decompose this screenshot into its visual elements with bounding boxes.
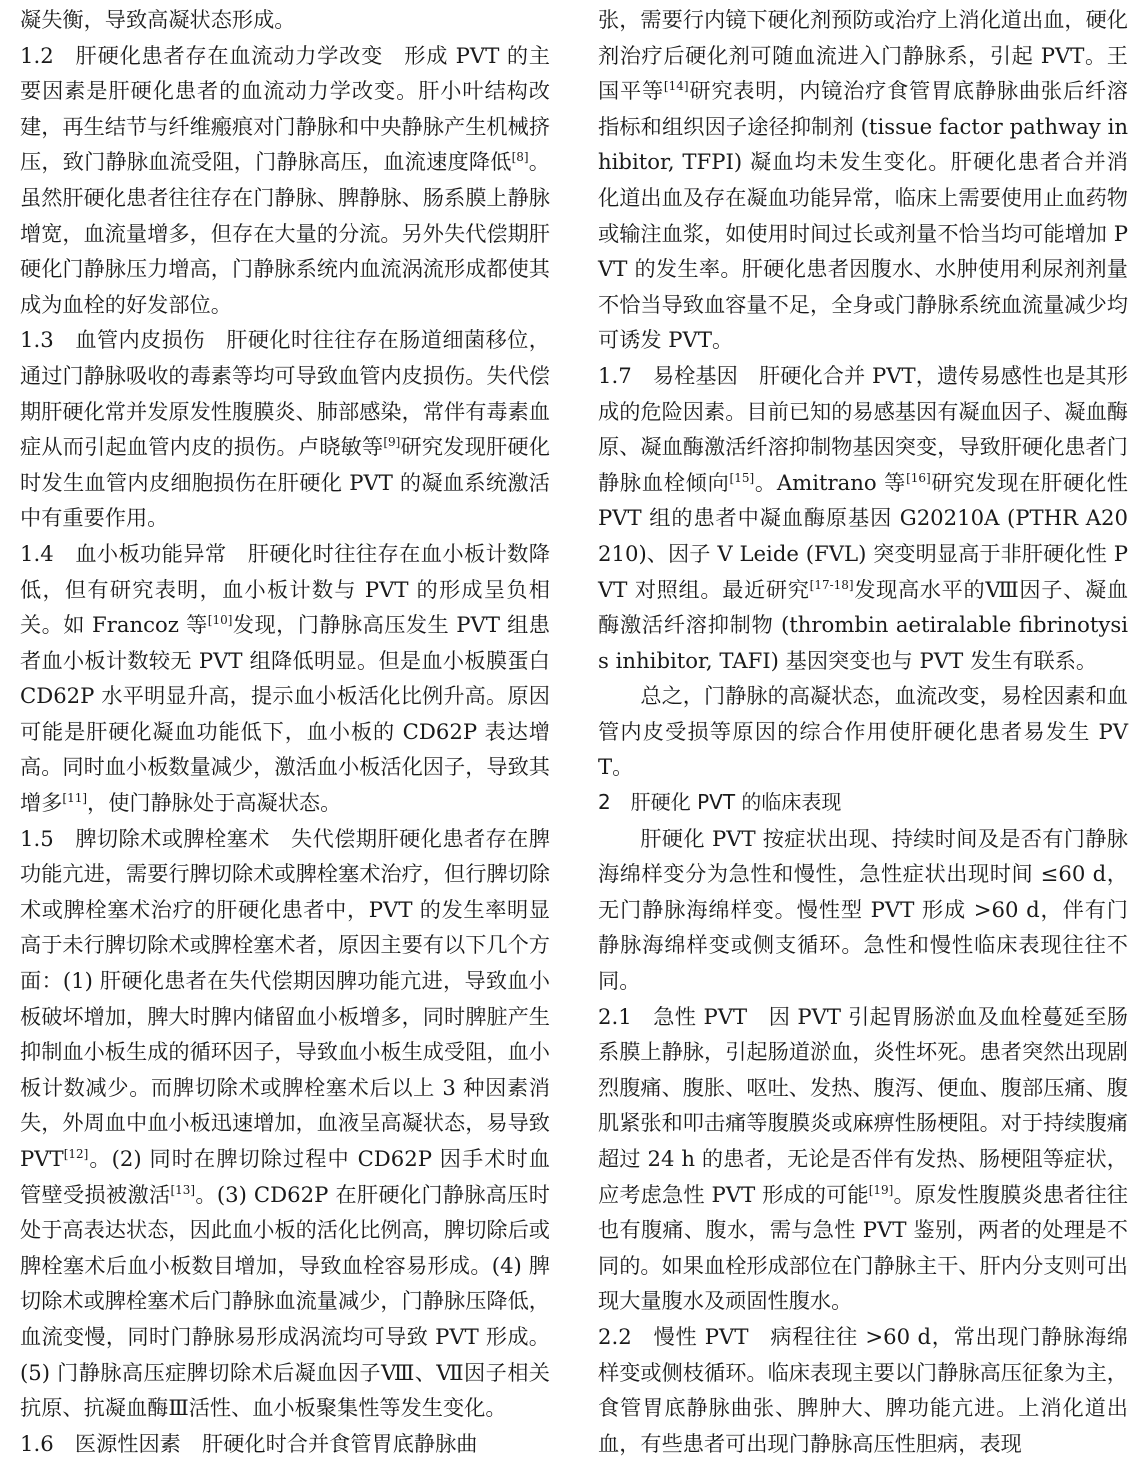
section-number: 2 xyxy=(598,790,611,815)
section-title: 慢性 PVT xyxy=(652,1323,749,1349)
citation: [16] xyxy=(906,470,931,485)
section-number: 1.2 xyxy=(20,42,54,68)
left-column xyxy=(20,2,550,1461)
section-1-2: 1.2 肝硬化患者存在血流动力学改变 形成 PVT 的主要因素是肝硬化患者的血流动力学改变。肝小叶结构改建，再生结节与纤维瘢痕对门静脉和中央静脉产生机械挤压，致门静脉血流受阻，门静脉高压，血流速度降低[8]。虽然肝硬化患者往往存在门静脉、脾静脉、肠系膜上静脉增宽，血流量增多，但存在大量的分流。另外失代偿期肝硬化门静脉压力增高，门静脉系统内血流涡流形成都使其成为血栓的好发部位。 xyxy=(20,42,550,317)
citation: [12] xyxy=(63,1146,89,1161)
summary-paragraph: 总之，门静脉的高凝状态，血流改变，易栓因素和血管内皮受损等原因的综合作用使肝硬化患者易发生 PVT。 xyxy=(598,683,1128,780)
section-1-6: 1.6 医源性因素 肝硬化时合并食管胃底静脉曲 xyxy=(20,1430,478,1456)
paragraph-intro-continued: 凝失衡，导致高凝状态形成。 xyxy=(20,7,296,32)
section-number: 1.5 xyxy=(20,825,54,851)
section-title: 脾切除术或脾栓塞术 xyxy=(74,825,270,851)
citation: [10] xyxy=(207,613,233,628)
section-title: 肝硬化患者存在血流动力学改变 xyxy=(74,42,384,68)
section-2-1: 2.1 急性 PVT 因 PVT 引起胃肠淤血及血栓蔓延至肠系膜上静脉，引起肠道淤血，炎性坏死。患者突然出现剧烈腹痛、腹胀、呕吐、发热、腹泻、便血、腹部压痛、腹肌紧张和叩击痛等腹膜炎或麻痹性肠梗阻。对于持续腹痛超过 24 h 的患者，无论是否伴有发热、肠梗阻等症状，应考虑急性 PVT 形成的可能[19]。原发性腹膜炎患者往往也有腹痛、腹水，需与急性 PVT 鉴别，两者的处理是不同的。如果血栓形成部位在门静脉主干、肝内分支则可出现大量腹水及顽固性腹水。 xyxy=(598,1003,1128,1314)
section-2-2: 2.2 慢性 PVT 病程往往 >60 d，常出现门静脉海绵样变或侧枝循环。临床表现主要以门静脉高压征象为主，食管胃底静脉曲张、脾肿大、脾功能亢进。上消化道出血，有些患者可出现门静脉高压性胆病，表现 xyxy=(598,1323,1128,1456)
citation: [19] xyxy=(868,1182,894,1197)
section-number: 1.6 xyxy=(20,1430,54,1456)
section-2-heading xyxy=(598,785,1128,821)
citation: [13] xyxy=(170,1182,196,1197)
citation: [11] xyxy=(62,791,88,805)
citation: [14] xyxy=(663,79,689,94)
section-number: 2.2 xyxy=(598,1323,632,1349)
citation: [8] xyxy=(511,150,529,165)
right-column xyxy=(598,2,1128,1461)
section-number: 1.3 xyxy=(20,327,54,353)
section-1-7: 1.7 易栓基因 肝硬化合并 PVT，遗传易感性也是其形成的危险因素。目前已知的易感基因有凝血因子、凝血酶原、凝血酶激活纤溶抑制物基因突变，导致肝硬化患者门静脉血栓倾向[15]。Amitrano 等[16]研究发现在肝硬化性 PVT 组的患者中凝血酶原基因 G20210A (PTHR A20210)、因子 V Leide (FVL) 突变明显高于非肝硬化性 PVT 对照组。最近研究[17-18]发现高水平的Ⅷ因子、凝血酶激活纤溶抑制物 (thrombin aetiralable fibrinotysis inhibitor, TAFI) 基因突变也与 PVT 发生有联系。 xyxy=(598,362,1129,673)
section-number: 1.7 xyxy=(598,362,632,388)
section-title: 血管内皮损伤 xyxy=(74,327,206,353)
section-title: 肝硬化 PVT 的临床表现 xyxy=(630,790,842,815)
citation: [17-18] xyxy=(809,577,854,592)
section-1-5: 1.5 脾切除术或脾栓塞术 失代偿期肝硬化患者存在脾功能亢进，需要行脾切除术或脾栓塞术治疗，但行脾切除术或脾栓塞术治疗的肝硬化患者中，PVT 的发生率明显高于未行脾切除术或脾栓塞术者，原因主要有以下几个方面：(1) 肝硬化患者在失代偿期因脾功能亢进，导致血小板破坏增加，脾大时脾内储留血小板增多，同时脾脏产生抑制血小板生成的循环因子，导致血小板生成受阻，血小板计数减少。而脾切除术或脾栓塞术后以上 3 种因素消失，外周血中血小板迅速增加，血液呈高凝状态，易导致 PVT[12]。(2) 同时在脾切除过程中 CD62P 因手术时血管壁受损被激活[13]。(3) CD62P 在肝硬化门静脉高压时处于高表达状态，因此血小板的活化比例高，脾切除后或脾栓塞术后血小板数目增加，导致血栓容易形成。(4) 脾切除术或脾栓塞术后门静脉血流量减少，门静脉压降低，血流变慢，同时门静脉易形成涡流均可导致 PVT 形成。(5) 门静脉高压症脾切除术后凝血因子Ⅷ、Ⅶ因子相关抗原、抗凝血酶Ⅲ活性、血小板聚集性等发生变化。 xyxy=(20,825,550,1421)
section-2-intro: 肝硬化 PVT 按症状出现、持续时间及是否有门静脉海绵样变分为急性和慢性，急性症状出现时间 ≤60 d，无门静脉海绵样变。慢性型 PVT 形成 >60 d，伴有门静脉海绵样变或侧支循环。急性和慢性临床表现往往不同。 xyxy=(598,825,1128,994)
section-title: 易栓基因 xyxy=(652,362,738,388)
section-number: 1.4 xyxy=(20,540,54,566)
citation: [15] xyxy=(729,470,755,485)
section-title: 医源性因素 xyxy=(74,1430,181,1456)
section-1-3: 1.3 血管内皮损伤 肝硬化时往往存在肠道细菌移位，通过门静脉吸收的毒素等均可导致血管内皮损伤。失代偿期肝硬化常并发原发性腹膜炎、肺部感染，常伴有毒素血症从而引起血管内皮的损伤。卢晓敏等[9]研究发现肝硬化时发生血管内皮细胞损伤在肝硬化 PVT 的凝血系统激活中有重要作用。 xyxy=(20,327,550,531)
section-1-6-continued: 张，需要行内镜下硬化剂预防或治疗上消化道出血，硬化剂治疗后硬化剂可随血流进入门静脉系，引起 PVT。王国平等[14]研究表明，内镜治疗食管胃底静脉曲张后纤溶指标和组织因子途径抑制剂 (tissue factor pathway inhibitor, TFPI) 凝血均未发生变化。肝硬化患者合并消化道出血及存在凝血功能异常，临床上需要使用止血药物或输注血浆，如使用时间过长或剂量不恰当均可能增加 PVT 的发生率。肝硬化患者因腹水、水肿使用利尿剂剂量不恰当导致血容量不足，全身或门静脉系统血流量减少均可诱发 PVT。 xyxy=(598,7,1128,353)
section-1-4: 1.4 血小板功能异常 肝硬化时往往存在血小板计数降低，但有研究表明，血小板计数与 PVT 的形成呈负相关。如 Francoz 等[10]发现，门静脉高压发生 PVT 组患者血小板计数较无 PVT 组降低明显。但是血小板膜蛋白 CD62P 水平明显升高，提示血小板活化比例升高。原因可能是肝硬化凝血功能低下，血小板的 CD62P 表达增高。同时血小板数量减少，激活血小板活化因子，导致其增多[11]，使门静脉处于高凝状态。 xyxy=(20,540,550,816)
section-number: 2.1 xyxy=(598,1003,632,1029)
citation: [9] xyxy=(383,435,401,450)
section-title: 血小板功能异常 xyxy=(74,540,227,566)
section-title: 急性 PVT xyxy=(652,1003,748,1029)
